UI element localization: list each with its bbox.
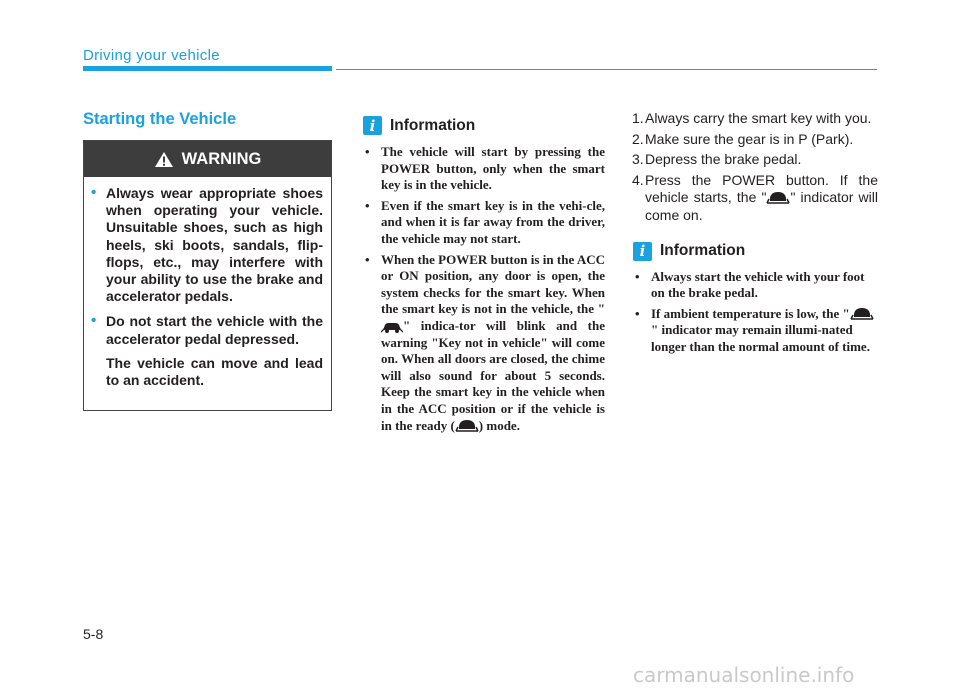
ready-car-indicator-icon: [381, 320, 403, 334]
information-list: [633, 269, 878, 356]
list-item: [363, 252, 605, 435]
list-item-text: If ambient temperature is low, the ": [651, 305, 850, 321]
ready-car-indicator-icon: [850, 306, 874, 322]
ready-car-indicator-icon: [455, 418, 479, 434]
information-heading-text: Information: [660, 242, 746, 260]
page-number: 5-8: [83, 626, 104, 642]
warning-item: [91, 312, 323, 347]
warning-header: [84, 141, 331, 177]
warning-box: [83, 140, 332, 411]
section-title: Starting the Vehicle: [83, 110, 237, 128]
warning-heading: WARNING: [181, 149, 262, 168]
watermark: carmanualsonline.info: [633, 663, 855, 687]
warning-item-text: Always wear appropriate shoes when operating your vehicle. Unsuitable shoes, such as high heels, ski boots, sandals, flip-flops, etc., may interfere with your ability to use the brake and accelerator pedals.: [106, 185, 323, 305]
step-item: [633, 131, 878, 149]
header-title: Driving your vehicle: [83, 47, 220, 64]
step-item: [633, 110, 878, 128]
information-heading: [633, 242, 878, 261]
step-text: Depress the brake pedal.: [645, 151, 802, 168]
bullet-icon: •: [91, 312, 97, 330]
information-heading: [363, 116, 605, 135]
information-heading-text: Information: [390, 116, 476, 134]
list-item: • Even if the smart key is in the vehi-cle, and when it is far away from the driver, the vehicle may not start.: [363, 198, 605, 248]
steps-list: [633, 110, 878, 225]
information-list: [363, 144, 605, 434]
bullet-icon: •: [91, 184, 97, 201]
step-number: 4.: [632, 171, 644, 188]
warning-item-text: Do not start the vehicle with the accelerator pedal depressed.: [106, 313, 323, 347]
information-block-2: [633, 242, 878, 356]
step-item: [633, 172, 878, 225]
info-icon: i: [633, 242, 652, 261]
list-item-text: When the POWER button is in the ACC or ON position, any door is open, the system checks for the smart key. When the smart key is not in the vehicle, the ": [381, 251, 605, 317]
header-bar: [83, 66, 332, 71]
warning-body: [84, 177, 331, 389]
step-text: Make sure the gear is in P (Park).: [645, 130, 854, 147]
step-text: " indicator will come on.: [645, 189, 878, 223]
list-item-text: ) mode.: [478, 417, 520, 433]
list-item: • Always start the vehicle with your foot on the brake pedal.: [633, 269, 878, 302]
step-number: 3.: [632, 151, 644, 168]
warning-extra-text: The vehicle can move and lead to an accident.: [106, 354, 323, 389]
list-item: • The vehicle will start by pressing the POWER button, only when the smart key is in the vehicle.: [363, 144, 605, 194]
information-block-1: [363, 116, 605, 438]
procedure-column: [633, 110, 878, 360]
ready-car-indicator-icon: [766, 190, 790, 206]
warning-triangle-icon: [154, 151, 174, 168]
step-text: Press the POWER button. If the vehicle starts, the ": [645, 171, 878, 206]
info-icon: i: [363, 116, 382, 135]
step-number: 1.: [632, 110, 644, 126]
step-number: 2.: [632, 130, 644, 147]
step-item: [633, 151, 878, 169]
list-item: [633, 306, 878, 356]
step-text: Always carry the smart key with you.: [645, 110, 872, 126]
header-rule: [336, 69, 877, 70]
warning-item: [91, 184, 323, 305]
list-item-text: " indicator may remain illumi-nated longer than the normal amount of time.: [651, 322, 870, 354]
list-item-text: " indica-tor will blink and the warning "Key not in vehicle" will come on. When all doors are closed, the chime will also sound for about 5 seconds. Keep the smart key in the vehicle when in the ACC position or if the vehicle is in the ready (: [381, 317, 605, 433]
